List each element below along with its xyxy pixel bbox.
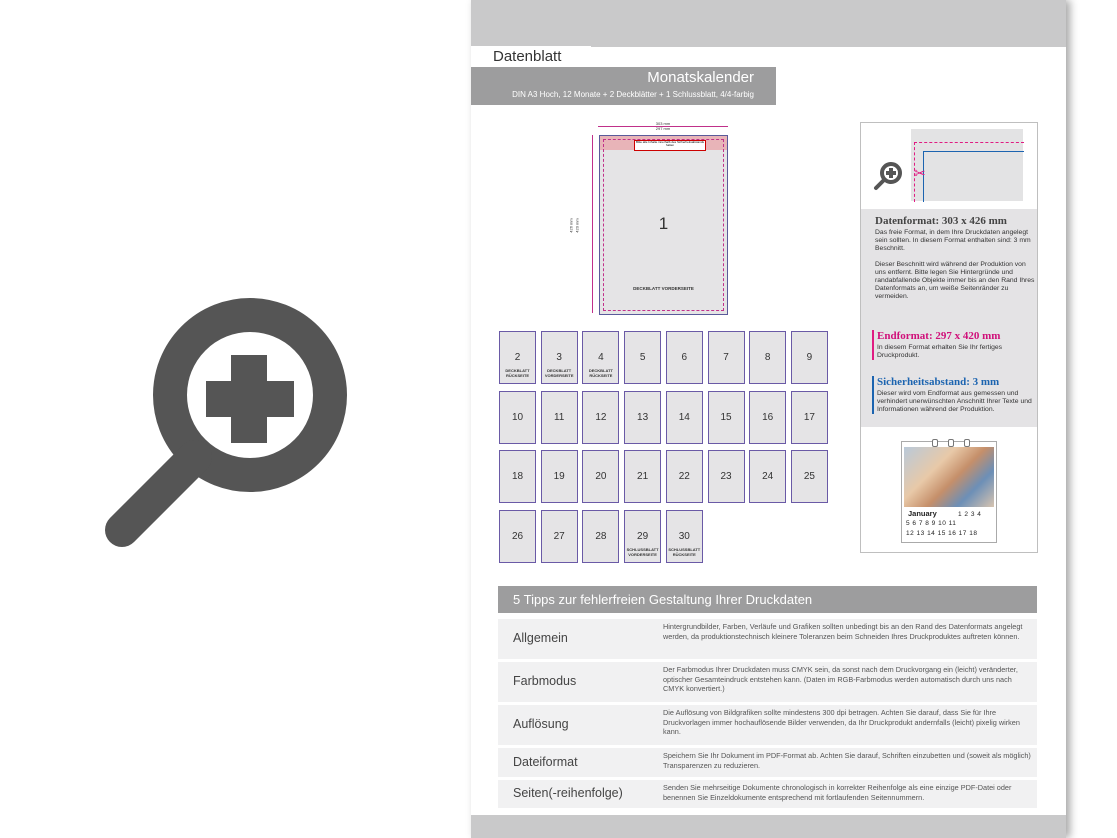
page-thumbnail bbox=[582, 331, 619, 384]
datenformat-block bbox=[875, 215, 1035, 301]
tip-label: Allgemein bbox=[513, 631, 568, 645]
datasheet-page bbox=[471, 0, 1066, 838]
tip-row bbox=[498, 748, 1037, 777]
page-number: 29 bbox=[637, 530, 649, 542]
tip-label: Farbmodus bbox=[513, 674, 577, 688]
page-number: 18 bbox=[511, 471, 524, 483]
corner-detail bbox=[861, 123, 1037, 209]
page-thumbnail bbox=[708, 331, 745, 384]
page-label: SCHLUSSBLATT RÜCKSEITE bbox=[668, 546, 701, 557]
page-thumbnail bbox=[499, 391, 536, 444]
tip-text: Senden Sie mehrseitige Dokumente chronologisch in korrekter Reihenfolge als eine einzige PDF-Datei oder benennen Sie Einzeldokumente entsprechend mit fortlaufenden Seitennummern. bbox=[663, 783, 1012, 802]
sicherheitsabstand-title: Sicherheitsabstand: 3 mm bbox=[877, 376, 1000, 388]
page-thumbnail bbox=[541, 391, 578, 444]
page-grid bbox=[499, 331, 832, 566]
tip-label: Seiten(-reihenfolge) bbox=[513, 786, 623, 800]
tips-heading: 5 Tipps zur fehlerfreien Gestaltung Ihrer Druckdaten bbox=[498, 586, 1037, 613]
page-number: 23 bbox=[720, 471, 732, 483]
width-outer: 303 mm bbox=[655, 121, 671, 126]
calendar-row-1: 1 2 3 4 bbox=[958, 511, 982, 518]
page-thumbnail bbox=[582, 510, 619, 563]
sicherheitsabstand-block bbox=[872, 376, 1037, 414]
page-thumbnail bbox=[541, 450, 578, 503]
endformat-text: In diesem Format erhalten Sie Ihr fertiges Druckprodukt. bbox=[877, 344, 1003, 359]
tip-row bbox=[498, 780, 1037, 808]
page-number: 11 bbox=[553, 411, 565, 423]
page-thumbnail bbox=[791, 391, 828, 444]
calendar-preview bbox=[901, 441, 997, 543]
page-thumbnail bbox=[624, 450, 661, 503]
tip-text: Der Farbmodus Ihrer Druckdaten muss CMYK sein, da sonst nach dem Druckvorgang ein (leicht) veränderter, optischer Gesamteindruck entstehen kann. (Daten im RGB-Farbmodus werden automatisch durch uns nach CMYK konvertiert.) bbox=[663, 665, 1018, 693]
page-number: 19 bbox=[553, 471, 565, 483]
page-number: 25 bbox=[803, 471, 815, 483]
corner-illustration bbox=[911, 129, 1023, 201]
page-thumbnail bbox=[708, 450, 745, 503]
page-number: 15 bbox=[720, 411, 732, 423]
tip-label: Auflösung bbox=[513, 717, 569, 731]
page-thumbnail bbox=[708, 391, 745, 444]
cover-page-diagram bbox=[599, 135, 728, 315]
page-thumbnail bbox=[666, 450, 703, 503]
page-number: 26 bbox=[511, 530, 524, 542]
page-thumbnail bbox=[791, 331, 828, 384]
page-number: 10 bbox=[511, 411, 524, 423]
binding-ring bbox=[932, 439, 938, 447]
page-number: 24 bbox=[762, 471, 774, 483]
page-thumbnail bbox=[499, 450, 536, 503]
page-number: 14 bbox=[678, 411, 690, 423]
title-bar bbox=[471, 67, 776, 105]
top-bar bbox=[471, 0, 1066, 47]
datenformat-title: Datenformat: 303 x 426 mm bbox=[875, 215, 1007, 227]
tip-text: Die Auflösung von Bildgrafiken sollte mindestens 300 dpi betragen. Achten Sie darauf, dass Sie für Ihre Druckvorlagen immer hochauflösende Bilder verwenden, da Ihr Druckprodukt andernfalls (leicht) pixelig wirken kann. bbox=[663, 708, 1020, 736]
zoom-in-icon[interactable] bbox=[100, 295, 360, 555]
page-thumbnail bbox=[624, 331, 661, 384]
page-thumbnail bbox=[749, 450, 786, 503]
tip-label: Dateiformat bbox=[513, 754, 578, 769]
endformat-block bbox=[872, 330, 1037, 360]
page-number: 7 bbox=[723, 352, 729, 363]
page-number: 5 bbox=[639, 352, 646, 363]
page-thumbnail bbox=[499, 331, 536, 384]
height-dimension bbox=[568, 135, 596, 313]
binding-ring bbox=[948, 439, 954, 447]
zoom-in-icon[interactable] bbox=[873, 161, 903, 191]
page-number: 8 bbox=[764, 352, 771, 363]
page-number: 20 bbox=[595, 471, 607, 483]
page-thumbnail bbox=[582, 450, 619, 503]
page-number: 16 bbox=[762, 411, 774, 423]
page-thumbnail bbox=[791, 450, 828, 503]
format-info-panel bbox=[860, 122, 1038, 553]
calendar-row-3: 12 13 14 15 16 17 18 bbox=[906, 530, 978, 537]
tip-text: Speichern Sie Ihr Dokument im PDF-Format ab. Achten Sie darauf, Schriften einzubetten und (soweit als möglich) Transparenzen zu reduzieren. bbox=[663, 751, 1031, 770]
page-thumbnail bbox=[666, 331, 703, 384]
page-number: 30 bbox=[678, 530, 690, 542]
page-label: DECKBLATT RÜCKSEITE bbox=[505, 368, 530, 378]
tip-text: Hintergrundbilder, Farben, Verläufe und Grafiken sollten unbedingt bis an den Rand des Datenformats angelegt werden, da produktionstechnisch kleinere Toleranzen beim Schneiden Ihres Druckproduktes auftreten können. bbox=[663, 622, 1023, 641]
endformat-title: Endformat: 297 x 420 mm bbox=[877, 330, 1001, 342]
page-number: 2 bbox=[514, 352, 521, 363]
page-thumbnail bbox=[541, 331, 578, 384]
page-thumbnail bbox=[499, 510, 536, 563]
datenformat-text-2: Dieser Beschnitt wird während der Produktion von uns entfernt. Bitte legen Sie Hintergründe und randabfallende Objekte immer bis an den Rand Ihres Datenformats an, um weiße Seitenränder zu vermeiden. bbox=[875, 261, 1035, 300]
page-thumbnail bbox=[749, 391, 786, 444]
page-number: 6 bbox=[681, 352, 688, 363]
page-thumbnail bbox=[582, 391, 619, 444]
tip-row bbox=[498, 662, 1037, 702]
calendar-row-2: 5 6 7 8 9 10 11 bbox=[906, 520, 957, 527]
safety-line bbox=[923, 151, 1024, 202]
page-thumbnail bbox=[749, 331, 786, 384]
page-number: 13 bbox=[637, 411, 649, 423]
page-label: DECKBLATT RÜCKSEITE bbox=[588, 368, 613, 378]
tip-row bbox=[498, 619, 1037, 659]
sicherheitsabstand-text: Dieser wird vom Endformat aus gemessen und verhindert unerwünschten Anschnitt Ihrer Texte und Informationen während der Produktion. bbox=[877, 390, 1032, 413]
page-label: DECKBLATT VORDERSEITE bbox=[544, 368, 574, 378]
safety-note: Bitte alle Inhalte innerhalb des Sicherheitsabstands halten bbox=[634, 140, 706, 151]
page-label: SCHLUSSBLATT VORDERSEITE bbox=[626, 546, 659, 557]
height-inner: 420 mm bbox=[574, 218, 580, 233]
page-number: 12 bbox=[595, 411, 607, 423]
page-thumbnail bbox=[666, 391, 703, 444]
page-number: 9 bbox=[806, 352, 813, 363]
tip-row bbox=[498, 705, 1037, 745]
page-number: 28 bbox=[595, 530, 607, 542]
page-number: 3 bbox=[556, 352, 562, 363]
cover-page-number: 1 bbox=[658, 214, 669, 233]
page-thumbnail bbox=[624, 510, 661, 563]
datenformat-text-1: Das freie Format, in dem Ihre Druckdaten angelegt sein sollten. In diesem Format enthalten sind: 3 mm Beschnitt. bbox=[875, 229, 1031, 252]
scissors-icon: ✂ bbox=[914, 165, 926, 181]
calendar-photo bbox=[904, 447, 994, 507]
dimension-line bbox=[598, 126, 728, 127]
page-thumbnail bbox=[624, 391, 661, 444]
product-subtitle: DIN A3 Hoch, 12 Monate + 2 Deckblätter + 1 Schlussblatt, 4/4-farbig bbox=[512, 90, 754, 99]
page-number: 17 bbox=[803, 411, 815, 423]
binding-ring bbox=[964, 439, 970, 447]
dimension-line bbox=[592, 135, 593, 313]
cover-page-label: DECKBLATT VORDERSEITE bbox=[633, 286, 694, 291]
width-dimension bbox=[598, 121, 728, 135]
bottom-bar bbox=[471, 815, 1066, 838]
product-title: Monatskalender bbox=[647, 69, 754, 86]
page-number: 4 bbox=[598, 352, 604, 363]
width-inner: 297 mm bbox=[655, 126, 671, 131]
page-thumbnail bbox=[666, 510, 703, 563]
page-number: 22 bbox=[678, 471, 690, 483]
page-number: 21 bbox=[637, 471, 649, 483]
page-number: 27 bbox=[553, 530, 565, 542]
datenblatt-tab: Datenblatt bbox=[471, 46, 591, 67]
calendar-month: January bbox=[908, 509, 937, 518]
height-outer: 426 mm bbox=[568, 218, 574, 233]
page-thumbnail bbox=[541, 510, 578, 563]
